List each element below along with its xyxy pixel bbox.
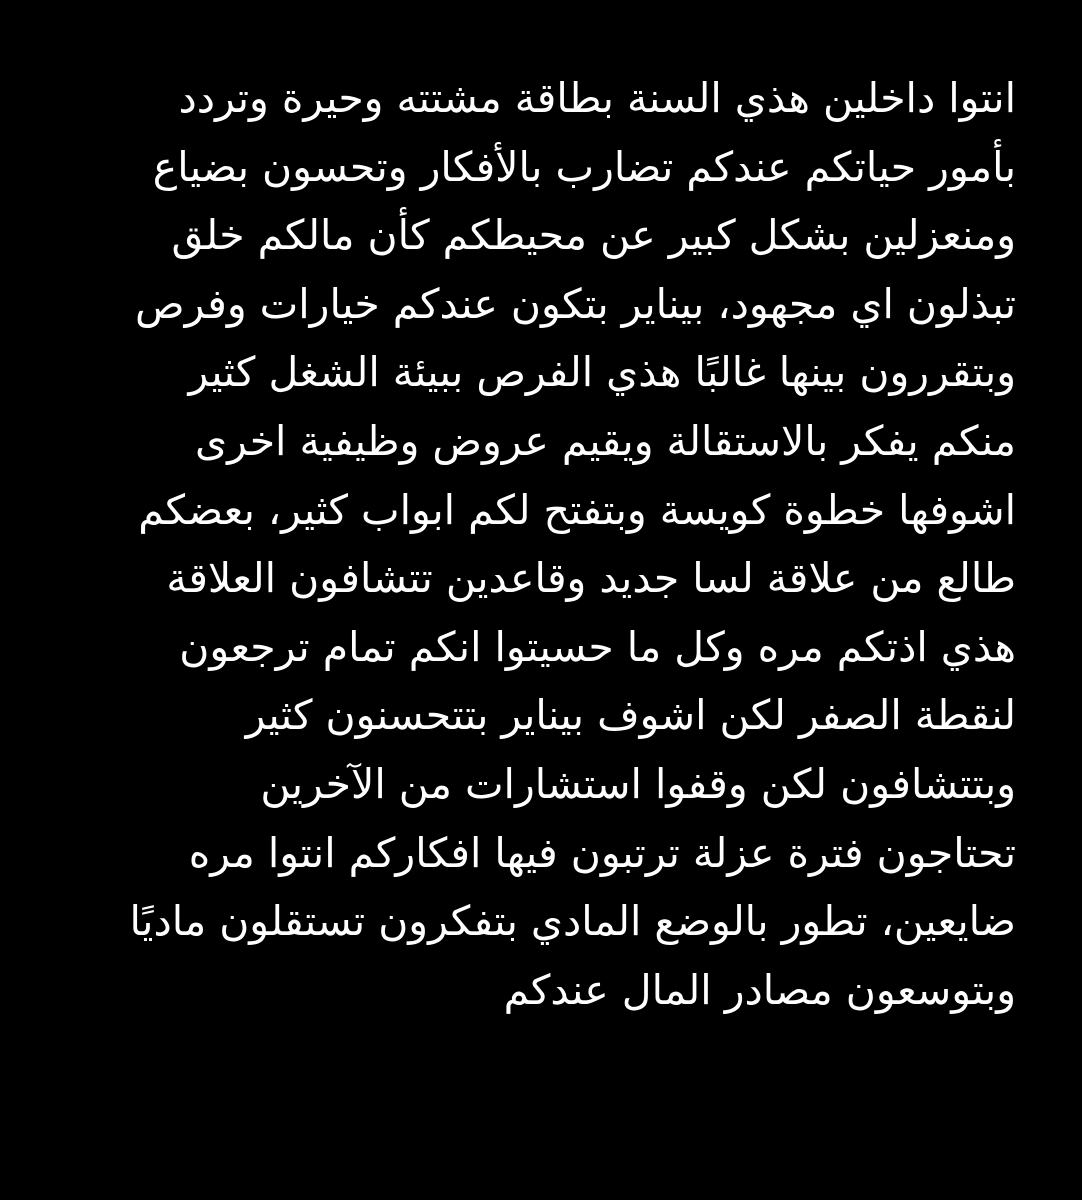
note-line: تحتاجون فترة عزلة ترتبون فيها افكاركم انتوا مره — [188, 828, 1016, 877]
note-line: بأمور حياتكم عندكم تضارب بالأفكار وتحسون بضياع — [152, 142, 1016, 191]
note-line: تبذلون اي مجهود، بيناير بتكون عندكم خيارات وفرص — [135, 279, 1016, 328]
note-line: طالع من علاقة لسا جديد وقاعدين تتشافون العلاقة — [166, 554, 1016, 603]
note-line: ضايعين، تطور بالوضع المادي بتفكرون تستقلون ماديًا — [129, 897, 1016, 946]
note-line: ومنعزلين بشكل كبير عن محيطكم كأن مالكم خلق — [171, 211, 1016, 260]
note-line: منكم يفكر بالاستقالة ويقيم عروض وظيفية اخرى — [194, 416, 1016, 465]
note-line: وبتوسعون مصادر المال عندكم — [503, 965, 1016, 1014]
note-line: وبتقررون بينها غالبًا هذي الفرص ببيئة الشغل كثير — [188, 348, 1016, 397]
note-body — [55, 64, 1016, 1024]
note-line: هذي اذتكم مره وكل ما حسيتوا انكم تمام ترجعون — [179, 622, 1016, 671]
note-line: لنقطة الصفر لكن اشوف بيناير بتتحسنون كثير — [245, 691, 1016, 740]
note-line: اشوفها خطوة كويسة وبتفتح لكم ابواب كثير، بعضكم — [138, 485, 1016, 534]
note-line: وبتتشافون لكن وقفوا استشارات من الآخرين — [260, 759, 1016, 808]
note-line: انتوا داخلين هذي السنة بطاقة مشتته وحيرة وتردد — [178, 74, 1016, 122]
